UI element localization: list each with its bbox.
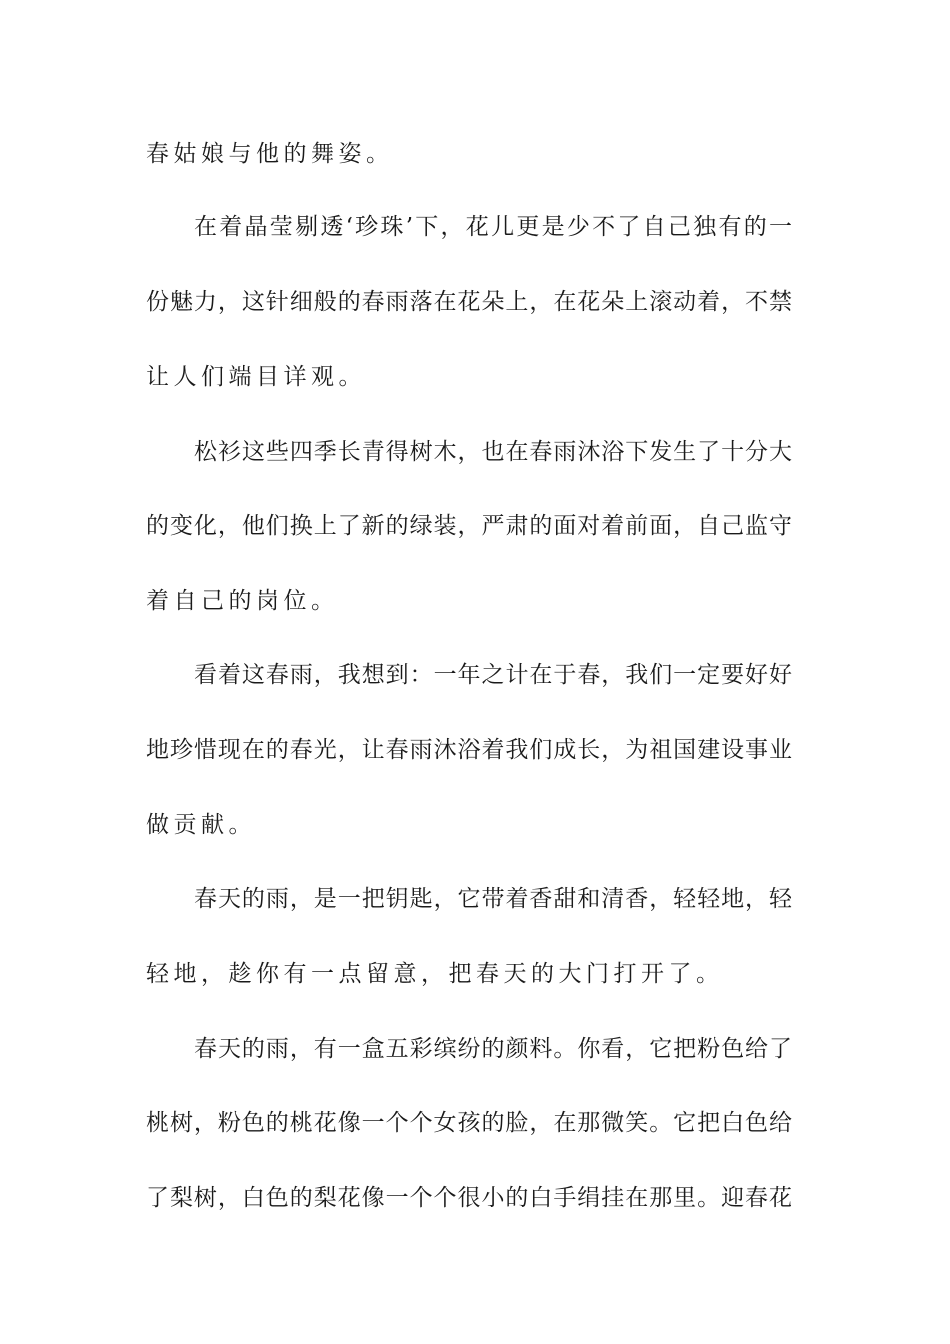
text-line: 的变化，他们换上了新的绿装，严肃的面对着前面，自己监守 (146, 513, 792, 539)
text-line: 桃树，粉色的桃花像一个个女孩的脸，在那微笑。它把白色给 (146, 1110, 792, 1136)
text-line: 春天的雨，是一把钥匙，它带着香甜和清香，轻轻地，轻 (194, 886, 792, 912)
text-line: 看着这春雨，我想到：一年之计在于春，我们一定要好好 (194, 662, 792, 688)
text-line: 春姑娘与他的舞姿。 (146, 141, 394, 167)
text-line: 轻地，趁你有一点留意，把春天的大门打开了。 (146, 961, 724, 987)
text-line: 份魅力，这针细般的春雨落在花朵上，在花朵上滚动着，不禁 (146, 289, 792, 315)
text-line: 地珍惜现在的春光，让春雨沐浴着我们成长，为祖国建设事业 (146, 737, 792, 763)
text-line: 让人们端目详观。 (146, 364, 366, 390)
text-line: 春天的雨，有一盒五彩缤纷的颜料。你看，它把粉色给了 (194, 1036, 792, 1062)
text-line: 在着晶莹剔透‘珍珠’下，花儿更是少不了自己独有的一 (194, 214, 792, 240)
text-line: 做贡献。 (146, 812, 256, 838)
text-line: 了梨树，白色的梨花像一个个很小的白手绢挂在那里。迎春花 (146, 1185, 792, 1211)
text-line: 松衫这些四季长青得树木，也在春雨沐浴下发生了十分大 (194, 439, 792, 465)
text-line: 着自己的岗位。 (146, 588, 339, 614)
